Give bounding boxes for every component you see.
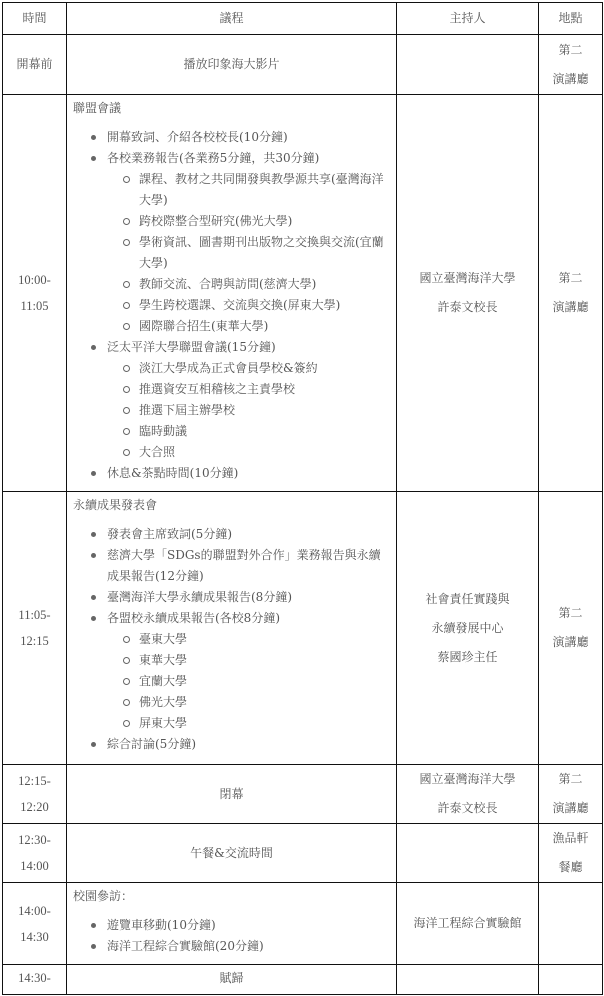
host-line: 蔡國珍主任 — [437, 649, 498, 664]
table-row — [3, 824, 603, 883]
location-line: 第二 — [558, 606, 583, 620]
agenda-cell: 閉幕 — [67, 765, 397, 824]
list-item: 慈濟大學「SDGs的聯盟對外合作」業務報告與永續成果報告(12分鐘) — [91, 545, 390, 587]
sub-list — [91, 629, 390, 734]
sub-list-item: 臨時動議 — [123, 421, 390, 442]
list-item: 遊覽車移動(10分鐘) — [91, 915, 390, 936]
circle-bullet-icon — [123, 281, 130, 288]
bullet-icon — [91, 742, 96, 747]
location-cell — [539, 883, 603, 965]
circle-bullet-icon — [123, 323, 130, 330]
agenda-list — [73, 127, 390, 484]
time-end: 14:00 — [20, 859, 49, 873]
list-item: 海洋工程綜合實驗館(20分鐘) — [91, 936, 390, 957]
list-item: 臺灣海洋大學永續成果報告(8分鐘) — [91, 587, 390, 608]
location-line: 演講廳 — [552, 801, 589, 815]
host-cell — [397, 95, 539, 492]
sub-list-item: 學術資訊、圖書期刊出版物之交換與交流(宜蘭大學) — [123, 232, 390, 274]
bullet-icon — [91, 345, 96, 350]
list-item: 各盟校永續成果報告(各校8分鐘) 臺東大學 東華大學 宜蘭大學 佛光大學 屏東大學 — [91, 608, 390, 734]
circle-bullet-icon — [123, 428, 130, 435]
agenda-cell — [67, 95, 397, 492]
agenda-table — [2, 2, 603, 995]
bullet-icon — [91, 532, 96, 537]
table-row — [3, 492, 603, 765]
bullet-icon — [91, 135, 96, 140]
bullet-icon — [91, 923, 96, 928]
time-end: 14:30 — [20, 929, 49, 944]
host-line: 國立臺灣海洋大學 — [419, 271, 516, 285]
location-cell — [539, 35, 603, 95]
host-cell — [397, 965, 539, 995]
location-line: 漁品軒 — [552, 831, 589, 845]
table-row — [3, 765, 603, 824]
agenda-list — [73, 524, 390, 755]
list-item: 休息&茶點時間(10分鐘) — [91, 463, 390, 484]
circle-bullet-icon — [123, 449, 130, 456]
bullet-icon — [91, 595, 96, 600]
location-line: 餐廳 — [558, 860, 583, 874]
location-cell — [539, 765, 603, 824]
location-line: 第二 — [558, 271, 583, 285]
time-cell — [3, 95, 67, 492]
location-line: 演講廳 — [552, 300, 589, 314]
sub-list-item: 宜蘭大學 — [123, 671, 390, 692]
sub-list — [91, 169, 390, 337]
bullet-icon — [91, 944, 96, 949]
agenda-cell: 賦歸 — [67, 965, 397, 995]
location-cell — [539, 824, 603, 883]
agenda-cell — [67, 883, 397, 965]
header-location: 地點 — [539, 3, 603, 35]
circle-bullet-icon — [123, 176, 130, 183]
time-start: 12:15- — [18, 774, 51, 788]
host-line: 許泰文校長 — [437, 801, 498, 815]
circle-bullet-icon — [123, 407, 130, 414]
table-row — [3, 883, 603, 965]
section-title: 聯盟會議 — [73, 101, 122, 115]
time-cell — [3, 765, 67, 824]
table-row — [3, 95, 603, 492]
section-title: 校園參訪： — [73, 889, 134, 903]
time-cell — [3, 492, 67, 765]
list-item: 開幕致詞、介紹各校校長(10分鐘) — [91, 127, 390, 148]
circle-bullet-icon — [123, 678, 130, 685]
time-end: 12:20 — [20, 800, 49, 814]
section-title: 永續成果發表會 — [73, 498, 158, 512]
sub-list-item: 屏東大學 — [123, 713, 390, 734]
sub-list-item: 佛光大學 — [123, 692, 390, 713]
header-row — [3, 3, 603, 35]
sub-list-item: 學生跨校選課、交流與交換(屏東大學) — [123, 295, 390, 316]
list-item: 泛太平洋大學聯盟會議(15分鐘) 淡江大學成為正式會員學校&簽約 推選資安互相稽核之主責學校 推選下屆主辦學校 臨時動議 大合照 — [91, 337, 390, 463]
header-agenda: 議程 — [67, 3, 397, 35]
location-cell — [539, 492, 603, 765]
circle-bullet-icon — [123, 218, 130, 225]
list-item: 發表會主席致詞(5分鐘) — [91, 524, 390, 545]
host-cell — [397, 35, 539, 95]
sub-list — [91, 358, 390, 463]
circle-bullet-icon — [123, 699, 130, 706]
time-start: 14:30- — [18, 971, 51, 985]
host-cell — [397, 824, 539, 883]
bullet-icon — [91, 156, 96, 161]
bullet-icon — [91, 553, 96, 558]
location-line: 第二 — [558, 772, 583, 786]
bullet-icon — [91, 471, 96, 476]
time-end: 11:05 — [20, 299, 49, 313]
time-start: 14:00- — [18, 903, 51, 918]
time-cell — [3, 965, 67, 995]
header-time: 時間 — [3, 3, 67, 35]
location-cell — [539, 965, 603, 995]
sub-list-item: 臺東大學 — [123, 629, 390, 650]
sub-list-item: 跨校際整合型研究(佛光大學) — [123, 211, 390, 232]
host-cell — [397, 883, 539, 965]
location-cell — [539, 95, 603, 492]
sub-list-item: 大合照 — [123, 442, 390, 463]
circle-bullet-icon — [123, 365, 130, 372]
location-line: 演講廳 — [552, 71, 589, 86]
agenda-list — [73, 915, 390, 957]
host-line: 許泰文校長 — [437, 300, 498, 314]
host-cell — [397, 765, 539, 824]
host-line: 國立臺灣海洋大學 — [419, 772, 516, 786]
time-cell: 開幕前 — [3, 35, 67, 95]
circle-bullet-icon — [123, 657, 130, 664]
time-cell — [3, 883, 67, 965]
time-start: 10:00- — [18, 273, 51, 287]
time-start: 12:30- — [18, 833, 51, 847]
circle-bullet-icon — [123, 302, 130, 309]
host-line: 海洋工程綜合實驗館 — [413, 916, 522, 930]
agenda-cell — [67, 492, 397, 765]
sub-list-item: 推選資安互相稽核之主責學校 — [123, 379, 390, 400]
bullet-icon — [91, 616, 96, 621]
host-line: 社會責任實踐與 — [425, 591, 510, 606]
agenda-cell: 午餐&交流時間 — [67, 824, 397, 883]
sub-list-item: 推選下屆主辦學校 — [123, 400, 390, 421]
circle-bullet-icon — [123, 720, 130, 727]
host-line: 永續發展中心 — [431, 620, 504, 635]
list-item: 各校業務報告(各業務5分鐘，共30分鐘) 課程、教材之共同開發與教學源共享(臺灣海洋大學) 跨校際整合型研究(佛光大學) 學術資訊、圖書期刊出版物之交換與交流(宜蘭大學) 教師交流、合聘與訪問(慈濟大學) 學生跨校選課、交流與交換(屏東大學) 國際聯合招生(東華大學) — [91, 148, 390, 337]
circle-bullet-icon — [123, 239, 130, 246]
header-host: 主持人 — [397, 3, 539, 35]
agenda-cell: 播放印象海大影片 — [67, 35, 397, 95]
table-row — [3, 35, 603, 95]
sub-list-item: 國際聯合招生(東華大學) — [123, 316, 390, 337]
host-cell — [397, 492, 539, 765]
sub-list-item: 淡江大學成為正式會員學校&簽約 — [123, 358, 390, 379]
list-item: 綜合討論(5分鐘) — [91, 734, 390, 755]
sub-list-item: 東華大學 — [123, 650, 390, 671]
time-start: 11:05- — [18, 608, 51, 622]
sub-list-item: 課程、教材之共同開發與教學源共享(臺灣海洋大學) — [123, 169, 390, 211]
location-line: 演講廳 — [552, 635, 589, 649]
sub-list-item: 教師交流、合聘與訪問(慈濟大學) — [123, 274, 390, 295]
time-end: 12:15 — [20, 634, 49, 648]
time-cell — [3, 824, 67, 883]
table-row — [3, 965, 603, 995]
circle-bullet-icon — [123, 386, 130, 393]
location-line: 第二 — [558, 42, 583, 57]
circle-bullet-icon — [123, 636, 130, 643]
